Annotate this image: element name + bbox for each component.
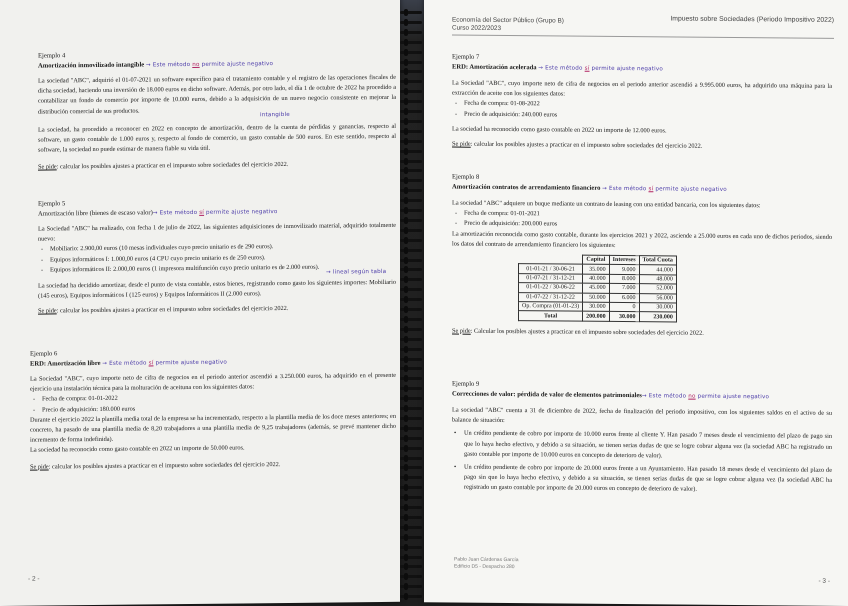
table-cell: 30.000 bbox=[639, 303, 676, 313]
example-7 bbox=[452, 53, 832, 154]
list-item: - Precio de adquisición: 240.000 euros bbox=[452, 109, 832, 123]
example-4-question: Se pide: calcular los posibles ajustes a practicar en el impuesto sobre sociedades del ejercicio 2022. bbox=[38, 161, 289, 172]
list-item: - Equipos informáticos II: 2.000,00 euros (1 impresora multifunción cuyo precio unitario es de 2.000 euros). bbox=[38, 262, 396, 276]
spiral-coil bbox=[398, 465, 426, 471]
spiral-coil bbox=[398, 10, 426, 16]
spiral-coil bbox=[398, 139, 426, 145]
example-7-paragraph-2: La sociedad ha reconocido como gasto contable en 2022 un importe de 12.000 euros. bbox=[452, 125, 667, 135]
spiral-coil bbox=[398, 129, 426, 135]
spiral-coil bbox=[398, 188, 426, 194]
author-name: Pablo Juan Cárdenas García bbox=[454, 556, 519, 564]
table-cell: 01-01-21 / 30-06-21 bbox=[519, 264, 583, 274]
table-cell: 230.000 bbox=[639, 312, 676, 322]
table-cell: Total bbox=[519, 311, 583, 321]
course-year: Curso 2022/2023 bbox=[452, 24, 502, 32]
spiral-coil bbox=[398, 119, 426, 125]
page-number-left: - 2 - bbox=[28, 575, 40, 583]
spiral-coil bbox=[398, 30, 426, 36]
spiral-coil bbox=[398, 228, 426, 234]
table-cell: 30.000 bbox=[609, 312, 639, 322]
example-5-title: Ejemplo 5 bbox=[38, 200, 66, 208]
spiral-coil bbox=[398, 297, 426, 303]
example-6 bbox=[30, 346, 396, 473]
example-4-paragraph-1: La sociedad "ABC", adquirió el 01-07-2021 un software específico para el tratamiento contable y el registro de las operaciones fiscales de dicha sociedad, haciendo una inversión de 18.000 euros en dicho software. Además, por otro lado, el día 1 de octubre de 2022 ha procedido a contabilizar un fondo de comercio por importe de 10.000 euros, debido a la adquisición de un nuevo negocio consistente en mejorar la distribución comercial de sus productos. bbox=[38, 73, 396, 116]
spiral-coil bbox=[398, 337, 426, 343]
list-item: - Equipos informáticos I: 1.000,00 euros (4 CPU cuyo precio unitario es de 250 euros). bbox=[38, 251, 396, 265]
table-cell: 35.000 bbox=[583, 265, 610, 275]
spiral-coil bbox=[398, 99, 426, 105]
table-cell: 01-07-22 / 31-12-22 bbox=[519, 292, 583, 302]
course-name: Economía del Sector Público (Grupo B) bbox=[452, 16, 564, 25]
side-note: → lineal según tabla bbox=[326, 268, 387, 276]
example-6-subtitle: ERD: Amortización libre bbox=[30, 359, 101, 368]
spiral-coil bbox=[398, 515, 426, 521]
table-cell: 50.000 bbox=[583, 293, 610, 303]
spiral-coil bbox=[398, 406, 426, 412]
spiral-coil bbox=[398, 416, 426, 422]
spiral-coil bbox=[398, 347, 426, 353]
list-item: - Precio de adquisición: 180.000 euros bbox=[30, 401, 396, 415]
spiral-coil bbox=[398, 485, 426, 491]
spiral-coil bbox=[398, 456, 426, 462]
handwritten-note: → Este método sí permite ajuste negativo bbox=[538, 65, 664, 73]
margin-note-intangible: intangible bbox=[260, 111, 290, 119]
spiral-coil bbox=[398, 168, 426, 174]
spiral-coil bbox=[398, 396, 426, 402]
table-cell: 0 bbox=[609, 302, 639, 312]
spiral-coil bbox=[398, 198, 426, 204]
page-number-right: - 3 - bbox=[818, 577, 830, 585]
spiral-coil bbox=[398, 149, 426, 155]
spiral-binding bbox=[398, 10, 426, 606]
example-8-subtitle: Amortización contratos de arrendamiento financiero bbox=[452, 183, 601, 192]
spiral-coil bbox=[398, 495, 426, 501]
spiral-coil bbox=[398, 535, 426, 541]
example-8-paragraph-1: La sociedad "ABC" adquiere un buque mediante un contrato de leasing con una entidad bancaria, con los siguientes datos: bbox=[452, 199, 761, 210]
table-cell: 01-07-21 / 31-12-21 bbox=[519, 273, 583, 283]
spiral-coil bbox=[398, 327, 426, 333]
example-9-subtitle: Correcciones de valor: pérdida de valor de elementos patrimoniales bbox=[452, 390, 642, 400]
spiral-coil bbox=[398, 376, 426, 382]
table-header-capital: Capital bbox=[583, 255, 610, 265]
spiral-coil bbox=[398, 287, 426, 293]
handwritten-note: → Este método sí permite ajuste negativo bbox=[602, 185, 727, 193]
example-5-paragraph-2: La sociedad ha decidido amortizar, desde el punto de vista contable, estos bienes, registrando como gasto los siguientes importes: Mobiliario (145 euros), Equipos informáticos I (125 euros) y Equipos Informáticos II (2.000 euros). bbox=[38, 278, 396, 300]
spiral-coil bbox=[398, 475, 426, 481]
spiral-coil bbox=[398, 564, 426, 570]
spiral-coil bbox=[398, 159, 426, 165]
spiral-coil bbox=[398, 317, 426, 323]
list-item: • Un crédito pendiente de cobro por importe de 20.000 euros frente a un Ayuntamiento. Han pasado 18 meses desde el vencimiento del plazo de pago sin que lo haya hecho efectivo, y debido a su situación, se tienen serias dudas de que se logre cobrar alguna vez (la sociedad ABC ha registrado un gasto contable por importe de 20.000 euros en concepto de deterioro de valor). bbox=[452, 463, 832, 497]
example-6-question: Se pide: calcular los posibles ajustes a practicar en el impuesto sobre sociedades del ejercicio 2022. bbox=[30, 460, 281, 471]
spiral-coil bbox=[398, 555, 426, 561]
table-header-total: Total Cuota bbox=[639, 256, 676, 266]
table-cell: 45.000 bbox=[583, 283, 610, 293]
spiral-coil bbox=[398, 426, 426, 432]
spiral-coil bbox=[398, 386, 426, 392]
example-4-title: Ejemplo 4 bbox=[38, 52, 66, 60]
table-cell: 200.000 bbox=[583, 312, 610, 322]
example-8-title: Ejemplo 8 bbox=[452, 173, 480, 181]
topic-header: Impuesto sobre Sociedades (Periodo Impositivo 2022) bbox=[670, 15, 834, 24]
handwritten-note: → Este método sí permite ajuste negativo bbox=[152, 209, 278, 217]
spiral-coil bbox=[398, 248, 426, 254]
spiral-coil bbox=[398, 20, 426, 26]
handwritten-note: → Este método sí permite ajuste negativo bbox=[102, 359, 227, 367]
example-6-paragraph-2: Durante el ejercicio 2022 la plantilla media total de la empresa se ha incrementado, respecto a la plantilla media de los doce meses anteriores; en concreto, ha pasado de una plantilla media de 8,20 trabajadores a una plantilla media de 9,25 trabajadores (además, se prevé mantener dicho incremento de forma indefinida). bbox=[30, 412, 396, 444]
spiral-coil bbox=[398, 69, 426, 75]
spiral-coil bbox=[398, 525, 426, 531]
spiral-coil bbox=[398, 505, 426, 511]
right-page bbox=[424, 0, 848, 606]
table-cell: 6.000 bbox=[609, 293, 639, 303]
list-item: • Un crédito pendiente de cobro por importe de 10.000 euros frente al cliente Y. Han pasado 7 meses desde el vencimiento del plazo de pago sin que lo haya hecho efectivo, y debido a su situación, se tienen serias dudas de que se logre cobrar alguna vez (la sociedad ABC ha registrado un gasto contable por importe de 10.000 euros en concepto de deterioro de valor). bbox=[452, 429, 832, 463]
spiral-coil bbox=[398, 574, 426, 580]
table-header-blank bbox=[519, 255, 583, 265]
author-footer bbox=[454, 557, 518, 572]
spiral-coil bbox=[398, 267, 426, 273]
example-4-paragraph-2: La sociedad, ha procedido a reconocer en 2022 en concepto de amortización, dentro de la cuenta de pérdidas y ganancias, respecto al software, un gasto contable de 1.000 euros y, respecto al fondo de comercio, un gasto contable de 500 euros. En este sentido, respecto al software, la sociedad no puede estimar de manera fiable su vida útil. bbox=[38, 122, 396, 154]
example-5-paragraph-1: La Sociedad "ABC" ha realizado, con fecha 1 de julio de 2022, las siguientes adquisiciones de inmovilizado material, adquirido totalmente nuevo: bbox=[38, 221, 396, 243]
list-item: - Fecha de compra: 01-01-2021 bbox=[452, 209, 832, 223]
spiral-coil bbox=[398, 307, 426, 313]
spiral-coil bbox=[398, 357, 426, 363]
left-page bbox=[0, 0, 400, 606]
spiral-coil bbox=[398, 446, 426, 452]
example-8 bbox=[452, 173, 832, 340]
spiral-coil bbox=[398, 545, 426, 551]
list-item: - Fecha de compra: 01-08-2022 bbox=[452, 99, 832, 113]
example-6-paragraph-1: La Sociedad "ABC", cuyo importe neto de cifra de negocios en el periodo anterior ascendió a 3.250.000 euros, ha adquirido en el presente ejercicio una instalación técnica para la molturación de aceituna con los siguientes datos: bbox=[30, 371, 396, 393]
example-7-title: Ejemplo 7 bbox=[452, 53, 480, 61]
example-8-paragraph-2: La amortización reconocida como gasto contable, durante los ejercicios 2021 y 2022, asciende a 25.000 euros en cada uno de dichos periodos, siendo los datos del contrato de arrendamiento financiero los siguientes: bbox=[452, 230, 832, 249]
spiral-coil bbox=[398, 366, 426, 372]
example-4 bbox=[38, 48, 396, 173]
example-7-question: Se pide: calcular los posibles ajustes a practicar en el impuesto sobre sociedades del ejercicio 2022. bbox=[452, 140, 703, 150]
table-cell: 9.000 bbox=[609, 265, 639, 275]
example-9-title: Ejemplo 9 bbox=[452, 380, 480, 388]
example-7-paragraph-1: La Sociedad "ABC", cuyo importe neto de cifra de negocios en el periodo anterior ascendió a 9.995.000 euros, ha adquirido una máquina para la extracción de aceite con los siguientes datos: bbox=[452, 79, 832, 98]
example-5 bbox=[38, 196, 396, 317]
example-8-question: Se pide: Calcular los posibles ajustes a practicar en el impuesto sobre sociedades del ejercicio 2022. bbox=[452, 327, 704, 337]
table-cell: 48.000 bbox=[639, 274, 676, 284]
table-cell: 7.000 bbox=[609, 284, 639, 294]
spiral-coil bbox=[398, 40, 426, 46]
table-cell: 40.000 bbox=[583, 274, 610, 284]
course-header bbox=[452, 17, 564, 34]
table-cell: 52.000 bbox=[639, 284, 676, 294]
spiral-coil bbox=[398, 79, 426, 85]
example-5-subtitle: Amortización libre (bienes de escaso valor) bbox=[38, 209, 153, 218]
list-item: - Mobiliario: 2.900,00 euros (10 mesas individuales cuyo precio unitario es de 290 euros). bbox=[38, 241, 396, 255]
header-divider bbox=[452, 35, 834, 39]
spiral-coil bbox=[398, 60, 426, 66]
spiral-coil bbox=[398, 50, 426, 56]
table-cell: 56.000 bbox=[639, 293, 676, 303]
spiral-coil bbox=[398, 258, 426, 264]
example-5-question: Se pide: calcular los posibles ajustes a practicar en el impuesto sobre sociedades del ejercicio 2022. bbox=[38, 305, 289, 316]
list-item: - Fecha de compra: 01-01-2022 bbox=[30, 391, 396, 405]
example-4-subtitle: Amortización inmovilizado intangible bbox=[38, 61, 145, 70]
example-6-title: Ejemplo 6 bbox=[30, 350, 58, 358]
example-7-subtitle: ERD: Amortización acelerada bbox=[452, 63, 537, 72]
spiral-coil bbox=[398, 436, 426, 442]
example-9 bbox=[452, 380, 832, 497]
leasing-table bbox=[518, 254, 677, 322]
table-header-interest: Intereses bbox=[609, 255, 639, 265]
table-cell: Op. Compra (01-01-23) bbox=[519, 302, 583, 312]
spiral-coil bbox=[398, 584, 426, 590]
example-6-paragraph-3: La sociedad ha reconocido como gasto contable en 2022 un importe de 50.000 euros. bbox=[30, 444, 245, 455]
spiral-coil bbox=[398, 238, 426, 244]
spiral-coil bbox=[398, 277, 426, 283]
spiral-coil bbox=[398, 208, 426, 214]
author-office: Edificio D5 - Despacho 280 bbox=[454, 563, 515, 571]
spiral-coil bbox=[398, 89, 426, 95]
spiral-coil bbox=[398, 109, 426, 115]
list-item: - Precio de adquisición: 200.000 euros bbox=[452, 219, 832, 233]
handwritten-note: → Este método no permite ajuste negativo bbox=[641, 393, 770, 401]
table-cell: 8.000 bbox=[609, 274, 639, 284]
table-cell: 30.000 bbox=[583, 302, 610, 312]
handwritten-note: → Este método no permite ajuste negativo bbox=[145, 61, 274, 69]
spiral-coil bbox=[398, 178, 426, 184]
table-cell: 01-01-22 / 30-06-22 bbox=[519, 283, 583, 293]
table-cell: 44.000 bbox=[639, 265, 676, 275]
example-9-paragraph-1: La sociedad "ABC" cuenta a 31 de diciembre de 2022, fecha de finalización del periodo impositivo, con los siguientes saldos en el activo de su balance de situación: bbox=[452, 406, 832, 425]
spiral-coil bbox=[398, 218, 426, 224]
spiral-coil bbox=[398, 594, 426, 600]
